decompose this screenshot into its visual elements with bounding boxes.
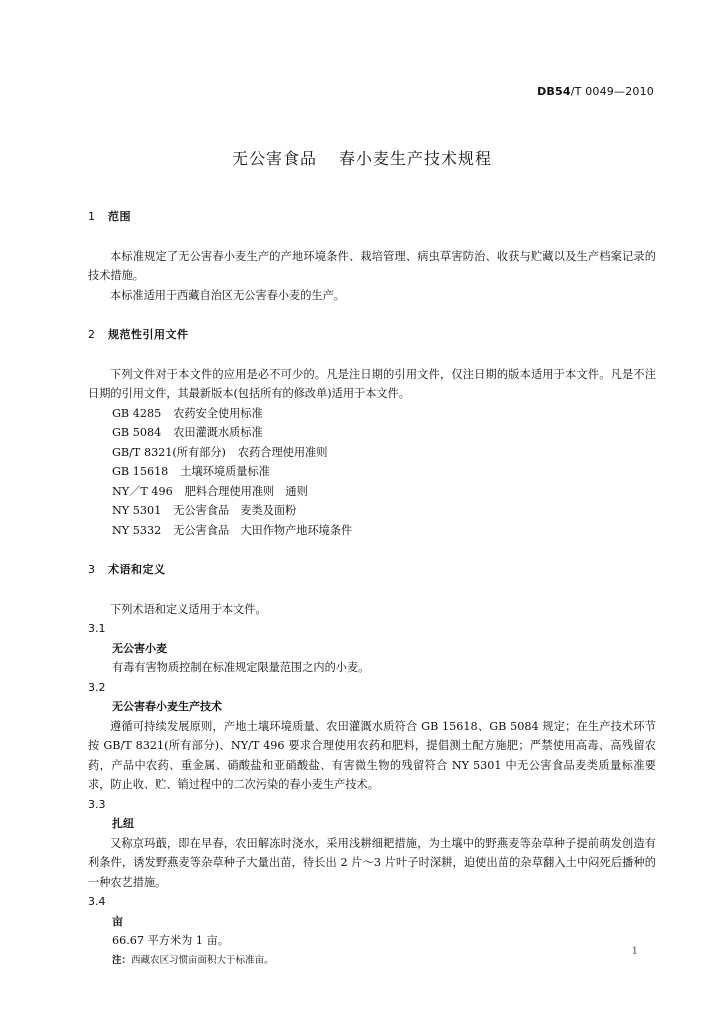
section-number: 3	[88, 563, 96, 576]
standard-code-suffix: /T 0049—2010	[570, 85, 654, 98]
reference-item	[88, 521, 656, 541]
document-title	[0, 146, 724, 169]
reference-code: GB 4285	[112, 406, 162, 420]
term-note	[88, 951, 656, 971]
paragraph: 本标准适用于西藏自治区无公害春小麦的生产。	[110, 288, 345, 302]
term-definition: 有毒有害物质控制在标准规定限量范围之内的小麦。	[112, 661, 370, 674]
reference-code: GB/T 8321(所有部分)	[112, 445, 226, 459]
reference-code: NY／T 496	[112, 484, 173, 498]
reference-title: 农田灌溉水质标准	[173, 426, 263, 439]
reference-item	[88, 462, 656, 482]
term-number: 3.2	[88, 680, 106, 694]
section-number: 1	[88, 210, 96, 223]
reference-item	[88, 404, 656, 424]
title-part-2: 春小麦生产技术规程	[339, 149, 493, 168]
section-title: 术语和定义	[108, 563, 166, 576]
term-name: 扎纽	[112, 817, 134, 830]
reference-title: 农药安全使用标准	[173, 406, 263, 420]
reference-code: NY 5301	[112, 504, 162, 517]
term-number: 3.3	[88, 797, 106, 811]
section-heading-terms	[88, 560, 656, 580]
reference-code: GB 15618	[112, 465, 169, 478]
note-text: 西藏农区习惯亩面积大于标准亩。	[131, 954, 274, 966]
title-part-1: 无公害食品	[231, 149, 317, 168]
reference-title: 土壤环境质量标准	[180, 465, 270, 478]
note-label: 注：	[112, 954, 132, 966]
section-title: 范围	[108, 210, 131, 223]
reference-item	[88, 423, 656, 443]
reference-item	[88, 482, 656, 502]
paragraph: 下列文件对于本文件的应用是必不可少的。凡是注日期的引用文件，仅注日期的版本适用于本文件。凡是不注日期的引用文件，其最新版本(包括所有的修改单)适用于本文件。	[88, 367, 656, 400]
term-name: 亩	[112, 914, 123, 928]
reference-item	[88, 443, 656, 463]
term-name: 无公害春小麦生产技术	[112, 700, 222, 713]
term-number: 3.1	[88, 622, 106, 635]
standard-code-prefix: DB54	[537, 85, 571, 98]
reference-title: 无公害食品 大田作物产地环境条件	[173, 523, 353, 537]
reference-code: GB 5084	[112, 426, 162, 439]
reference-title: 肥料合理使用准则 通则	[184, 484, 308, 498]
section-heading-references	[88, 325, 656, 345]
paragraph: 下列术语和定义适用于本文件。	[110, 602, 267, 616]
term-name: 无公害小麦	[112, 641, 167, 655]
reference-title: 农药合理使用准则	[237, 445, 328, 459]
term-definition: 66.67 平方米为 1 亩。	[112, 934, 229, 947]
section-number: 2	[88, 328, 96, 341]
reference-item	[88, 501, 656, 521]
section-title: 规范性引用文件	[108, 328, 189, 341]
page-number: 1	[631, 946, 638, 957]
term-number: 3.4	[88, 895, 106, 908]
document-body	[88, 207, 656, 970]
reference-title: 无公害食品 麦类及面粉	[173, 504, 297, 517]
term-definition: 又称京玛蕺，即在早春，农田解冻时浇水，采用浅耕细耙措施，为土壤中的野燕麦等杂草种子提前萌发创造有利条件，诱发野燕麦等杂草种子大量出苗，待长出 2 片～3 片叶子时深耕，迫使出苗的杂草翻入土中闷死后播种的一种农艺措施。	[88, 836, 656, 889]
paragraph: 本标准规定了无公害春小麦生产的产地环境条件、栽培管理、病虫草害防治、收获与贮藏以及生产档案记录的技术措施。	[88, 249, 656, 282]
term-definition: 遵循可持续发展原则，产地土壤环境质量、农田灌溉水质符合 GB 15618、GB 5084 规定；在生产技术环节按 GB/T 8321(所有部分)、NY/T 496 要求合理使用农药和肥料，提倡测土配方施肥；严禁使用高毒、高残留农药，产品中农药、重金属、硝酸盐和亚硝酸盐、有害微生物的残留符合 NY 5301 中无公害食品麦类质量标准要求，防止收、贮、销过程中的二次污染的春小麦生产技术。	[88, 719, 656, 791]
section-heading-scope	[88, 207, 656, 227]
reference-code: NY 5332	[112, 523, 162, 537]
standard-code	[537, 85, 654, 98]
